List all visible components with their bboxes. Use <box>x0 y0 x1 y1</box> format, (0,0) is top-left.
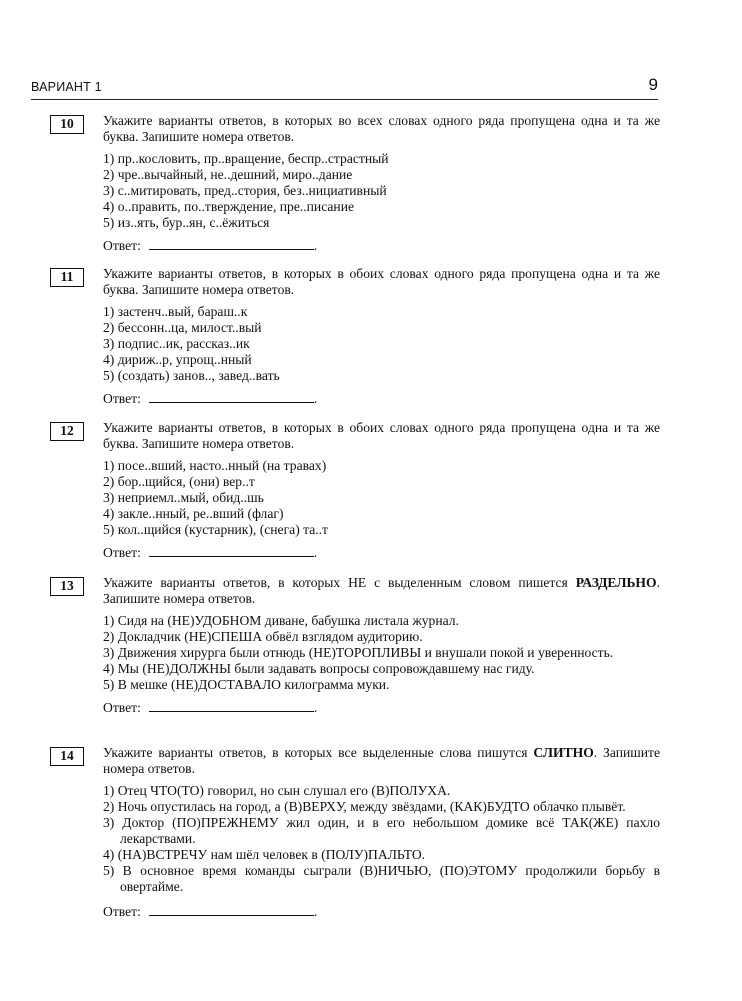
answer-option: 5) В основное время команды сыграли (В)НИЧЬЮ, (ПО)ЭТОМУ продолжили борьбу в овертайме. <box>103 863 660 894</box>
task-12 <box>50 420 660 561</box>
answer-period: . <box>313 391 318 406</box>
answer-period: . <box>313 238 318 253</box>
answer-option: 5) (создать) занов.., завед..вать <box>103 368 280 383</box>
answer-field[interactable] <box>149 390 314 403</box>
answer-option: 3) неприемл..мый, обид..шь <box>103 490 264 505</box>
answer-row <box>103 390 660 407</box>
answer-option: 4) закле..нный, ре..вший (флаг) <box>103 506 284 521</box>
answer-row <box>103 544 660 561</box>
answer-option: 1) посе..вший, насто..нный (на травах) <box>103 458 327 473</box>
answer-field[interactable] <box>149 237 314 250</box>
task-number-box: 11 <box>50 268 84 287</box>
answer-period: . <box>313 545 318 560</box>
task-question: Укажите варианты ответов, в которых НЕ с выделенным словом пишется РАЗДЕЛЬНО. Запишите номера ответов. <box>103 575 660 606</box>
answer-field[interactable] <box>149 544 314 557</box>
answer-option: 4) (НА)ВСТРЕЧУ нам шёл человек в (ПОЛУ)ПАЛЬТО. <box>103 847 426 862</box>
answer-label: Ответ: <box>103 391 141 406</box>
answer-row <box>103 237 660 254</box>
task-question: Укажите варианты ответов, в которых в обоих словах одного ряда пропущена одна и та же буква. Запишите номера ответов. <box>103 420 660 451</box>
task-number-box: 12 <box>50 422 84 441</box>
answer-option: 1) пр..кословить, пр..вращение, беспр..страстный <box>103 151 389 166</box>
task-question: Укажите варианты ответов, в которых все выделенные слова пишутся СЛИТНО. Запишите номера ответов. <box>103 745 660 776</box>
answer-row <box>103 903 660 920</box>
task-10 <box>50 113 660 254</box>
variant-label: ВАРИАНТ 1 <box>31 80 102 94</box>
answer-period: . <box>313 904 318 919</box>
answer-option: 2) Докладчик (НЕ)СПЕША обвёл взглядом аудиторию. <box>103 629 423 644</box>
answer-period: . <box>313 700 318 715</box>
answer-option: 5) кол..щийся (кустарник), (снега) та..т <box>103 522 329 537</box>
emphasis-word: СЛИТНО <box>533 745 594 760</box>
answer-option: 2) бессонн..ца, милост..вый <box>103 320 262 335</box>
answer-label: Ответ: <box>103 238 141 253</box>
answer-option: 4) Мы (НЕ)ДОЛЖНЫ были задавать вопросы сопровождавшему нас гиду. <box>103 661 535 676</box>
answer-option: 2) чре..вычайный, не..дешний, миро..дание <box>103 167 353 182</box>
answer-field[interactable] <box>149 903 314 916</box>
answer-option: 4) о..править, по..тверждение, пре..писание <box>103 199 355 214</box>
page-header <box>31 74 658 98</box>
task-number-box: 10 <box>50 115 84 134</box>
task-14 <box>50 745 660 920</box>
answer-option: 2) бор..щийся, (они) вер..т <box>103 474 255 489</box>
answer-option: 3) с..митировать, пред..стория, без..нициативный <box>103 183 387 198</box>
header-rule <box>31 99 658 100</box>
task-number-box: 13 <box>50 577 84 596</box>
answer-option: 4) дириж..р, упрощ..нный <box>103 352 252 367</box>
answer-option: 5) из..ять, бур..ян, с..ёжиться <box>103 215 270 230</box>
answer-label: Ответ: <box>103 545 141 560</box>
task-13 <box>50 575 660 716</box>
answer-option: 5) В мешке (НЕ)ДОСТАВАЛО килограмма муки. <box>103 677 390 692</box>
answer-label: Ответ: <box>103 904 141 919</box>
task-question: Укажите варианты ответов, в которых во всех словах одного ряда пропущена одна и та же буква. Запишите номера ответов. <box>103 113 660 144</box>
task-11 <box>50 266 660 407</box>
task-question: Укажите варианты ответов, в которых в обоих словах одного ряда пропущена одна и та же буква. Запишите номера ответов. <box>103 266 660 297</box>
answer-option: 3) Движения хирурга были отнюдь (НЕ)ТОРОПЛИВЫ и внушали покой и уверенность. <box>103 645 614 660</box>
answer-label: Ответ: <box>103 700 141 715</box>
answer-option: 1) Сидя на (НЕ)УДОБНОМ диване, бабушка листала журнал. <box>103 613 459 628</box>
answer-option: 2) Ночь опустилась на город, а (В)ВЕРХУ, между звёздами, (КАК)БУДТО облачко плывёт. <box>103 799 626 814</box>
answer-option: 3) Доктор (ПО)ПРЕЖНЕМУ жил один, и в его небольшом домике всё ТАК(ЖЕ) пахло лекарствами. <box>103 815 660 846</box>
answer-option: 1) Отец ЧТО(ТО) говорил, но сын слушал его (В)ПОЛУХА. <box>103 783 451 798</box>
answer-option: 3) подпис..ик, рассказ..ик <box>103 336 250 351</box>
page-number: 9 <box>648 75 658 94</box>
answer-option: 1) застенч..вый, бараш..к <box>103 304 248 319</box>
answer-row <box>103 699 660 716</box>
emphasis-word: РАЗДЕЛЬНО <box>575 575 657 590</box>
task-number-box: 14 <box>50 747 84 766</box>
answer-field[interactable] <box>149 699 314 712</box>
